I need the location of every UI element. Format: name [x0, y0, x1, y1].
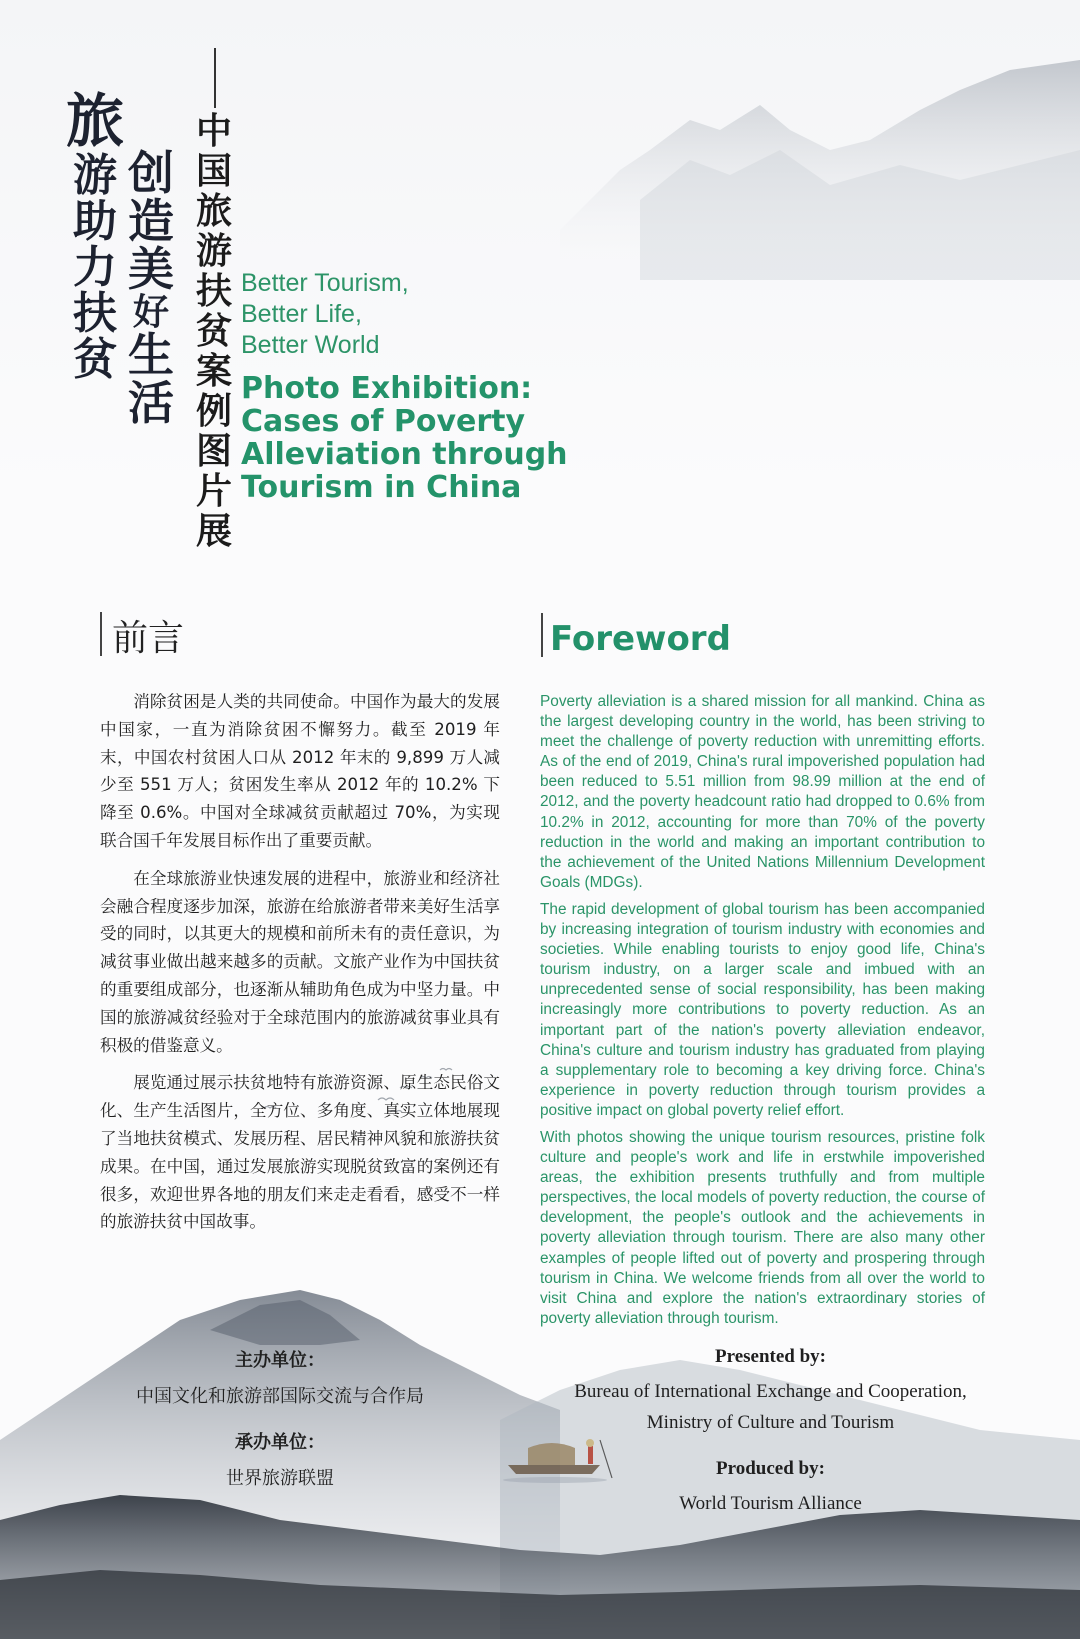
producer-name: World Tourism Alliance — [679, 1493, 862, 1514]
english-foreword-body — [540, 692, 985, 1336]
chinese-foreword-body — [100, 688, 500, 1246]
title-char: 旅 — [195, 191, 232, 232]
english-credits — [553, 1346, 988, 1539]
chinese-heading-bar — [100, 612, 102, 656]
host-name: 中国文化和旅游部国际交流与合作局 — [136, 1386, 424, 1407]
calligraphy-char: 游 — [73, 150, 117, 201]
english-paragraph: Poverty alleviation is a shared mission for all mankind. China as the largest developing country in the world, has been striving to meet the challenge of poverty reduction with unremitting efforts. As of the end of 2019, China's rural impoverished population had been reduced to 5.51 million from 98.99 million at the end of 2012, and the poverty headcount ratio had dropped to 0.6% from 10.2% in 2012, accounting for more than 70% of the poverty reduction in the world and making an important contribution to the achievement of the United Nations Millennium Development Goals (MDGs). — [540, 693, 985, 891]
calligraphy-char: 生 — [128, 328, 174, 382]
calligraphy-char: 助 — [73, 196, 117, 247]
calligraphy-column-2 — [128, 146, 174, 430]
title-divider-line — [214, 48, 216, 108]
chinese-paragraph: 展览通过展示扶贫地特有旅游资源、原生态民俗文化、生产生活图片，全方位、多角度、真实立体地展现了当地扶贫模式、发展历程、居民精神风貌和旅游扶贫成果。在中国，通过发展旅游实现脱贫致富的案例还有很多，欢迎世界各地的朋友们来走走看看，感受不一样的旅游扶贫中国故事。 — [100, 1073, 500, 1232]
title-char: 扶 — [195, 271, 232, 312]
presenter-line: Ministry of Culture and Tourism — [646, 1412, 895, 1433]
title-char: 展 — [195, 511, 232, 552]
produced-label: Produced by: — [716, 1458, 825, 1479]
title-char: 图 — [195, 431, 232, 472]
title-line: Cases of Poverty — [241, 404, 526, 439]
english-heading-bar — [541, 613, 543, 657]
presenter-line: Bureau of International Exchange and Cooperation, — [574, 1381, 967, 1402]
calligraphy-char: 造 — [128, 194, 174, 248]
english-paragraph: With photos showing the unique tourism resources, pristine folk culture and people's work and life in erstwhile impoverished areas, the exhibition presents truthfully and from multiple perspectives, the local models of poverty reduction, the course of development, the people's outlook and the achievements in poverty alleviation through tourism. There are also many other examples of people lifted out of poverty and prospering through tourism in China. We welcome friends from all over the world to visit China and explore the nation's extraordinary stories of poverty alleviation through tourism. — [540, 1128, 985, 1327]
calligraphy-char: 活 — [128, 376, 174, 430]
presenter-name — [553, 1376, 988, 1438]
organizer-name: 世界旅游联盟 — [226, 1468, 334, 1489]
title-char: 例 — [195, 391, 232, 432]
title-line: Tourism in China — [241, 470, 522, 505]
title-char: 案 — [195, 351, 232, 392]
chinese-credits — [110, 1346, 450, 1510]
title-char: 游 — [195, 231, 232, 272]
calligraphy-column-1 — [66, 87, 125, 385]
host-label: 主办单位： — [235, 1350, 325, 1371]
chinese-paragraph: 消除贫困是人类的共同使命。中国作为最大的发展中国家，一直为消除贫困不懈努力。截至 2019 年末，中国农村贫困人口从 2012 年末的 9,899 万人减少至 551 万人；贫困发生率从 2012 年的 10.2% 下降至 0.6%。中国对全球减贫贡献超过 70%，为实现联合国千年发展目标作出了重要贡献。 — [100, 692, 500, 850]
calligraphy-char: 贫 — [73, 334, 117, 385]
chinese-paragraph: 在全球旅游业快速发展的进程中，旅游业和经济社会融合程度逐步加深，旅游在给旅游者带来美好生活享受的同时，以其更大的规模和前所未有的责任意识，为减贫事业做出越来越多的贡献。文旅产业作为中国扶贫的重要组成部分，也逐渐从辅助角色成为中坚力量。中国的旅游减贫经验对于全球范围内的旅游减贫事业具有积极的借鉴意义。 — [100, 868, 500, 1055]
slogan-line: Better Tourism, — [241, 269, 409, 297]
english-exhibition-title — [241, 372, 568, 504]
calligraphy-char: 力 — [73, 242, 117, 293]
title-char: 贫 — [195, 311, 232, 352]
calligraphy-char: 扶 — [73, 288, 117, 339]
calligraphy-char: 好 — [132, 291, 169, 333]
english-paragraph: The rapid development of global tourism has been accompanied by increasing integration of tourism industry with economies and societies. While enabling tourists to enjoy good life, China's tourism industry, on a larger scale and imbued with an unprecedented sense of social responsibility, has been making increasingly more contributions to poverty reduction. As an important part of the nation's poverty alleviation endeavor, China's culture and tourism industry has graduated from playing a supplementary role to becoming a key driving force. China's experience in poverty reduction through tourism provides a positive impact on global poverty relief effort. — [540, 900, 985, 1119]
slogan-line: Better World — [241, 331, 380, 359]
slogan — [241, 268, 409, 361]
slogan-line: Better Life, — [241, 300, 362, 328]
chinese-foreword-heading: 前言 — [112, 618, 185, 659]
title-line: Photo Exhibition: — [241, 371, 533, 406]
calligraphy-char: 创 — [128, 146, 174, 200]
title-line: Alleviation through — [241, 437, 568, 472]
title-char: 中 — [195, 111, 232, 152]
organizer-label: 承办单位： — [235, 1432, 325, 1453]
presented-label: Presented by: — [715, 1346, 826, 1367]
title-char: 国 — [195, 151, 232, 192]
title-char: 片 — [195, 471, 232, 512]
calligraphy-char: 美 — [128, 242, 174, 296]
english-foreword-heading: Foreword — [550, 619, 731, 659]
vertical-exhibition-title — [190, 112, 238, 552]
calligraphy-char: 旅 — [66, 87, 125, 155]
